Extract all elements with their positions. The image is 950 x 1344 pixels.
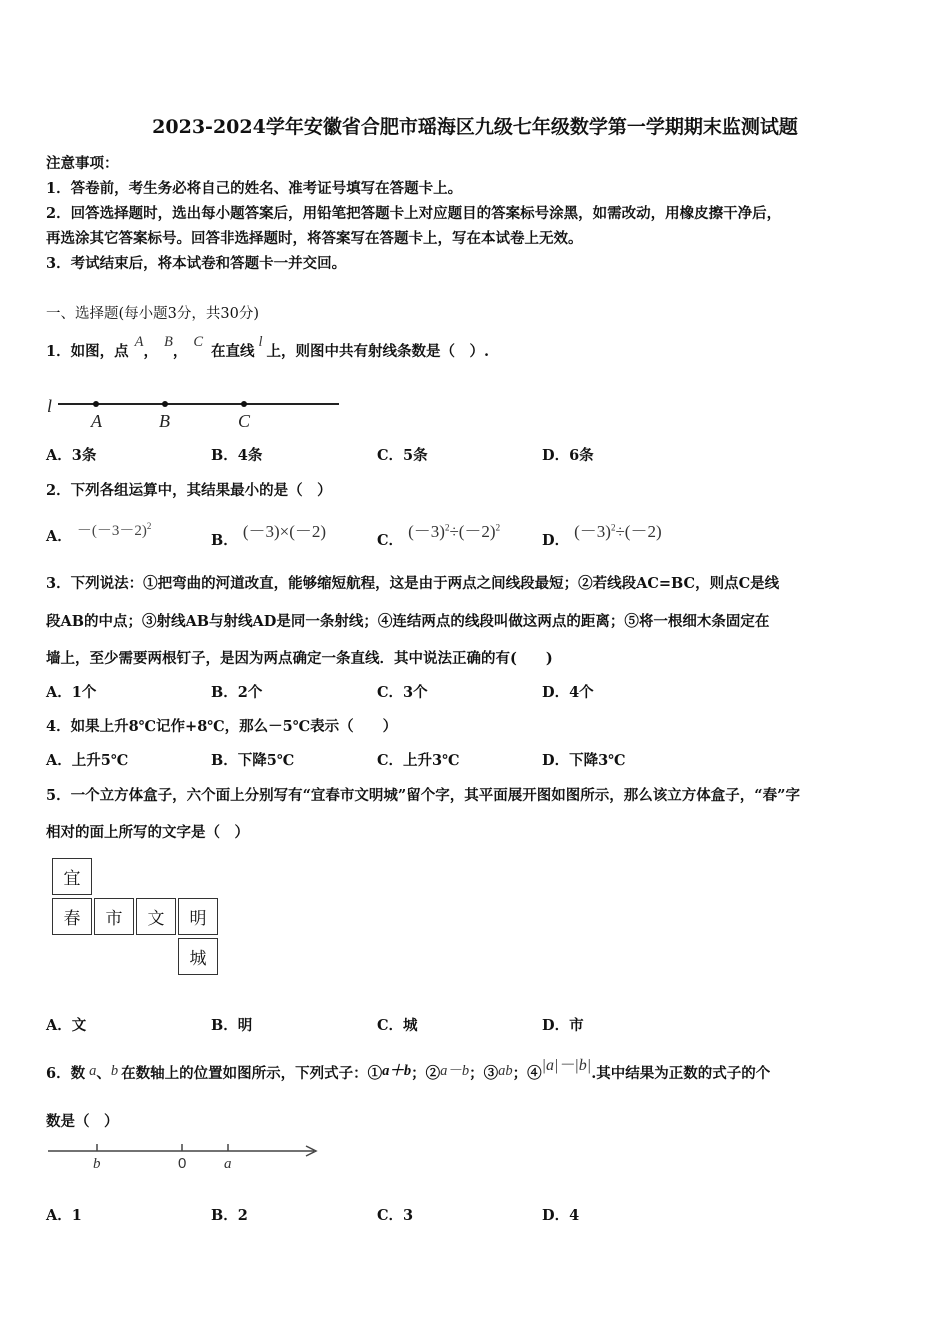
- q3-option-a[interactable]: A．1个: [46, 684, 97, 701]
- net-cell-yi: 宜: [52, 858, 92, 895]
- q1-option-a[interactable]: A．3条: [46, 447, 97, 464]
- q2-expr-c-exp1: 2: [444, 522, 450, 533]
- point-b-dot: [162, 401, 168, 407]
- q6-expr-3: ab: [498, 1063, 513, 1079]
- q5-option-b[interactable]: B．明: [211, 1017, 253, 1034]
- q4-option-a[interactable]: A．上升5℃: [46, 752, 129, 769]
- q6-option-a[interactable]: A．1: [46, 1207, 82, 1224]
- q6-expr-2: a－b: [440, 1063, 470, 1079]
- axis-label-zero: 0: [178, 1155, 187, 1172]
- fig-label-l: l: [47, 396, 53, 416]
- q6-text: ；③: [469, 1065, 499, 1082]
- q2-expr-b: (－3)×(－2): [242, 522, 327, 541]
- q2-expr-c-base: (－3): [408, 522, 445, 541]
- net-cell-ming: 明: [178, 898, 218, 935]
- q6-text: 、: [96, 1065, 111, 1082]
- net-cell-shi: 市: [94, 898, 134, 935]
- q5-option-d[interactable]: D．市: [542, 1017, 584, 1034]
- section-heading: 一、选择题(每小题3分，共30分): [46, 306, 259, 322]
- q3-option-c[interactable]: C．3个: [377, 684, 428, 701]
- q6-text: 6．数: [46, 1065, 86, 1082]
- q2-expr-c: [408, 522, 500, 541]
- fig-label-c: C: [238, 411, 251, 431]
- question-5-line-2: 相对的面上所写的文字是（ ）: [46, 824, 249, 841]
- point-c-dot: [241, 401, 247, 407]
- notice-item-2b: 再选涂其它答案标号。回答非选择题时，将答案写在答题卡上，写在本试卷上无效。: [46, 230, 583, 247]
- question-2-stem: 2．下列各组运算中，其结果最小的是（ ）: [46, 482, 332, 499]
- q5-option-c[interactable]: C．城: [377, 1017, 418, 1034]
- q4-option-b[interactable]: B．下降5℃: [211, 752, 295, 769]
- q4-option-c[interactable]: C．上升3℃: [377, 752, 460, 769]
- q2-expr-d-exp: 2: [610, 522, 616, 533]
- page-title: 2023-2024学年安徽省合肥市瑶海区九级七年级数学第一学期期末监测试题: [152, 116, 798, 138]
- notice-item-1: 1．答卷前，考生务必将自己的姓名、准考证号填写在答题卡上。: [46, 180, 463, 197]
- net-cell-wen: 文: [136, 898, 176, 935]
- q2-expr-d-div: ÷(－2): [615, 522, 662, 541]
- axis-label-b: b: [93, 1156, 101, 1172]
- question-3-line-3: 墙上，至少需要两根钉子，是因为两点确定一条直线．其中说法正确的有( ): [46, 650, 553, 667]
- q1-line-figure: [44, 390, 344, 435]
- question-3-line-2: 段AB的中点；③射线AB与射线AD是同一条射线；④连结两点的线段叫做这两点的距离；⑤将一根细木条固定在: [46, 613, 770, 630]
- question-4-stem: 4．如果上升8℃记作+8℃，那么－5℃表示（ ）: [46, 718, 398, 735]
- q6-text: ；②: [411, 1065, 441, 1082]
- q6-option-c[interactable]: C．3: [377, 1207, 414, 1224]
- q6-text: .其中结果为正数的式子的个: [591, 1065, 771, 1082]
- q2-expr-c-exp2: 2: [495, 522, 501, 533]
- q1-mid: 在直线: [210, 343, 255, 360]
- q1-comma: ，: [143, 343, 158, 360]
- question-6-line-1: [46, 1057, 771, 1083]
- q1-suffix: 上，则图中共有射线条数是（ ）.: [266, 343, 490, 360]
- question-6-line-2: 数是（ ）: [46, 1113, 119, 1130]
- q2-option-label: B．: [211, 532, 238, 549]
- net-cell-chun: 春: [52, 898, 92, 935]
- q1-prefix: 1．如图，点: [46, 343, 129, 360]
- q6-option-b[interactable]: B．2: [211, 1207, 248, 1224]
- q3-option-d[interactable]: D．4个: [542, 684, 594, 701]
- q2-option-c[interactable]: [377, 522, 501, 550]
- q5-option-a[interactable]: A．文: [46, 1017, 87, 1034]
- net-cell-cheng: 城: [178, 938, 218, 975]
- q6-text: ；④: [512, 1065, 542, 1082]
- q2-expr-a-exp: 2: [146, 521, 152, 531]
- q4-option-d[interactable]: D．下降3℃: [542, 752, 626, 769]
- point-a-dot: [93, 401, 99, 407]
- q1-option-c[interactable]: C．5条: [377, 447, 428, 464]
- question-3-line-1: 3．下列说法：①把弯曲的河道改直，能够缩短航程，这是由于两点之间线段最短；②若线段AC=BC，则点C是线: [46, 575, 780, 592]
- q1-line-l: l: [258, 334, 263, 350]
- q1-option-d[interactable]: D．6条: [542, 447, 594, 464]
- q2-expr-c-div: ÷(－2): [449, 522, 496, 541]
- q6-var-a: a: [89, 1063, 97, 1079]
- q2-expr-d: [574, 522, 661, 541]
- number-line-figure: [44, 1140, 324, 1176]
- fig-label-b: B: [159, 411, 170, 431]
- q2-option-a[interactable]: [46, 521, 152, 546]
- question-1-stem: [46, 334, 490, 361]
- q6-expr-4: |a|－|b|: [541, 1057, 592, 1074]
- q6-var-b: b: [110, 1063, 119, 1079]
- q6-text: 在数轴上的位置如图所示，下列式子：①: [121, 1065, 383, 1082]
- q6-expr-1: a＋b: [382, 1063, 412, 1079]
- q2-option-label: D．: [542, 532, 570, 549]
- q1-point-a: A: [134, 334, 144, 350]
- q2-option-label: C．: [377, 532, 404, 549]
- q1-option-b[interactable]: B．4条: [211, 447, 263, 464]
- q1-comma: ，: [172, 343, 188, 360]
- question-5-line-1: 5．一个立方体盒子，六个面上分别写有“宜春市文明城”留个字，其平面展开图如图所示，那么该立方体盒子，“春”字: [46, 787, 800, 804]
- q2-option-d[interactable]: [542, 522, 662, 550]
- notice-item-2a: 2．回答选择题时，选出每小题答案后，用铅笔把答题卡上对应题目的答案标号涂黑，如需改动，用橡皮擦干净后，: [46, 205, 782, 222]
- fig-label-a: A: [91, 411, 102, 431]
- q1-point-b: B: [163, 334, 173, 350]
- q2-expr-a-body: －(－3－2): [76, 523, 147, 539]
- q2-option-b[interactable]: [211, 522, 327, 550]
- q6-option-d[interactable]: D．4: [542, 1207, 580, 1224]
- q1-point-c: C: [193, 334, 203, 350]
- axis-label-a: a: [224, 1156, 232, 1172]
- q2-option-label: A．: [46, 528, 72, 545]
- q2-expr-a: [77, 523, 152, 539]
- notice-item-3: 3．考试结束后，将本试卷和答题卡一并交回。: [46, 255, 347, 272]
- notice-heading: 注意事项：: [46, 155, 119, 172]
- cube-net-figure: [52, 858, 222, 978]
- q2-expr-d-base: (－3): [574, 522, 611, 541]
- q3-option-b[interactable]: B．2个: [211, 684, 263, 701]
